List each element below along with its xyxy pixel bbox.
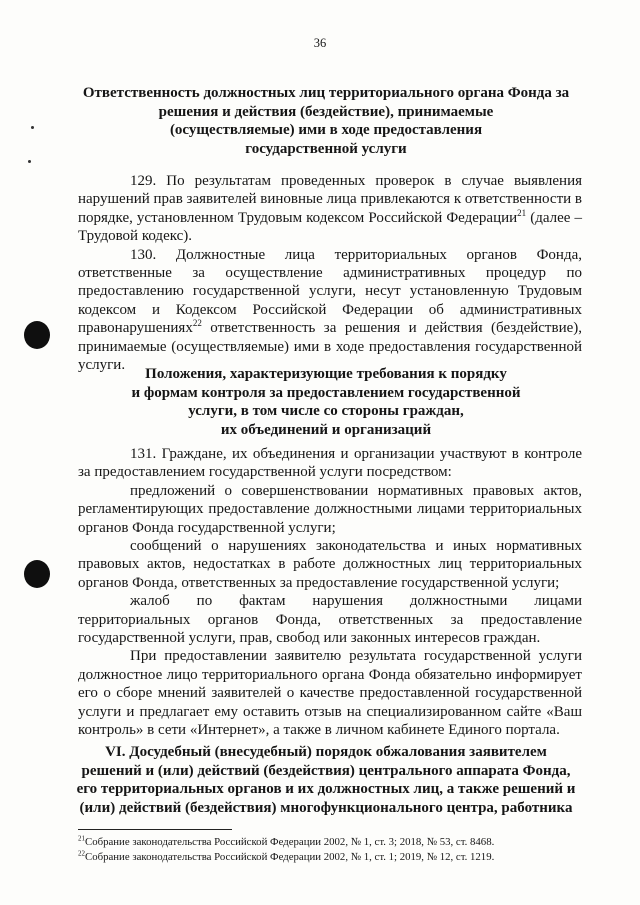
footnote-divider: [78, 829, 232, 830]
heading-line: услуги, в том числе со стороны граждан,: [188, 403, 464, 419]
footnote-ref: 22: [192, 318, 202, 329]
list-item-reports: сообщений о нарушениях законодательства и иных нормативных правовых актов, недостатках в работе должностных лиц территориальных органов Фонда, ответственных за предоставление государственной услуги;: [78, 538, 582, 591]
heading-line: Положения, характеризующие требования к порядку: [145, 366, 507, 382]
heading-line: решений и (или) действий (бездействия) центрального аппарата Фонда,: [81, 762, 571, 779]
footnote-text: Собрание законодательства Российской Федерации 2002, № 1, ст. 1; 2019, № 12, ст. 1219.: [85, 851, 495, 863]
control-paragraphs: [78, 445, 582, 740]
section-heading-responsibility: [70, 84, 582, 158]
footnote-mark: 21: [78, 834, 85, 843]
footnote-text: Собрание законодательства Российской Федерации 2002, № 1, ст. 3; 2018, № 53, ст. 8468.: [85, 836, 495, 848]
page-number: 36: [313, 36, 327, 50]
paragraph-text: 129. По результатам проведенных проверок в случае выявления нарушений прав заявителей виновные лица привлекаются к ответственности в порядке, установленном Трудовым кодексом Российской Федерации: [78, 173, 582, 226]
footnote-22: [78, 850, 582, 865]
footnote-ref: 21: [517, 207, 527, 218]
list-item-complaints: жалоб по фактам нарушения должностными лицами территориальных органов Фонда, ответственных за предоставление государственной услуги, прав, свобод или законных интересов граждан.: [78, 593, 582, 647]
heading-line: его территориальных органов и их должностных лиц, а также решений и: [76, 781, 576, 797]
paragraph-129: [78, 172, 582, 246]
paragraph-text: ответственность за решения и действия (бездействие), принимаемые (осуществляемые) ими в ходе предоставления государственной услуги.: [78, 320, 582, 374]
heading-line: VI. Досудебный (внесудебный) порядок обжалования заявителем: [105, 744, 547, 760]
scan-speck: [31, 126, 34, 129]
paragraph-131: 131. Граждане, их объединения и организации участвуют в контроле за предоставлением государственной услуги посредством:: [78, 446, 582, 481]
punch-hole: [24, 321, 50, 349]
footnotes: [78, 835, 582, 865]
list-item-proposals: предложений о совершенствовании нормативных правовых актов, регламентирующих предоставление должностными лицами территориальных органов Фонда государственной услуги;: [78, 482, 582, 536]
heading-line: Ответственность должностных лиц территориального органа Фонда за: [82, 85, 570, 101]
section-heading-control: [70, 365, 582, 439]
heading-line: и формам контроля за предоставлением государственной: [131, 384, 521, 401]
paragraph-text: (далее – Трудовой кодекс).: [78, 209, 582, 245]
heading-line: государственной услуги: [245, 140, 407, 157]
paragraph-feedback: При предоставлении заявителю результата государственной услуги должностное лицо территориального органа Фонда обязательно информирует его о сборе мнений заявителей о качестве предоставленной государственной услуги и предлагает ему оставить отзыв на специализированном сайте «Ваш контроль» в сети «Интернет», а также в личном кабинете Единого портала.: [78, 648, 582, 739]
footnote-21: [78, 835, 582, 850]
heading-line: (осуществляемые) ими в ходе предоставления: [169, 122, 483, 138]
heading-line: их объединений и организаций: [220, 421, 432, 438]
paragraph-130: [78, 246, 582, 375]
paragraph-text: 130. Должностные лица территориальных органов Фонда, ответственные за осуществление административных процедур по предоставлению государственной услуги, несут установленную Трудовым кодексом и Кодексом Российской Федерации об административных правонарушениях: [78, 246, 582, 337]
section-heading-appeal: [70, 743, 582, 817]
responsibility-paragraphs: [78, 172, 582, 374]
heading-line: (или) действий (бездействия) многофункционального центра, работника: [79, 799, 573, 816]
heading-line: решения и действия (бездействие), принимаемые: [158, 103, 494, 120]
scan-speck: [28, 160, 31, 163]
punch-hole: [24, 560, 50, 588]
footnote-mark: 22: [78, 849, 85, 858]
